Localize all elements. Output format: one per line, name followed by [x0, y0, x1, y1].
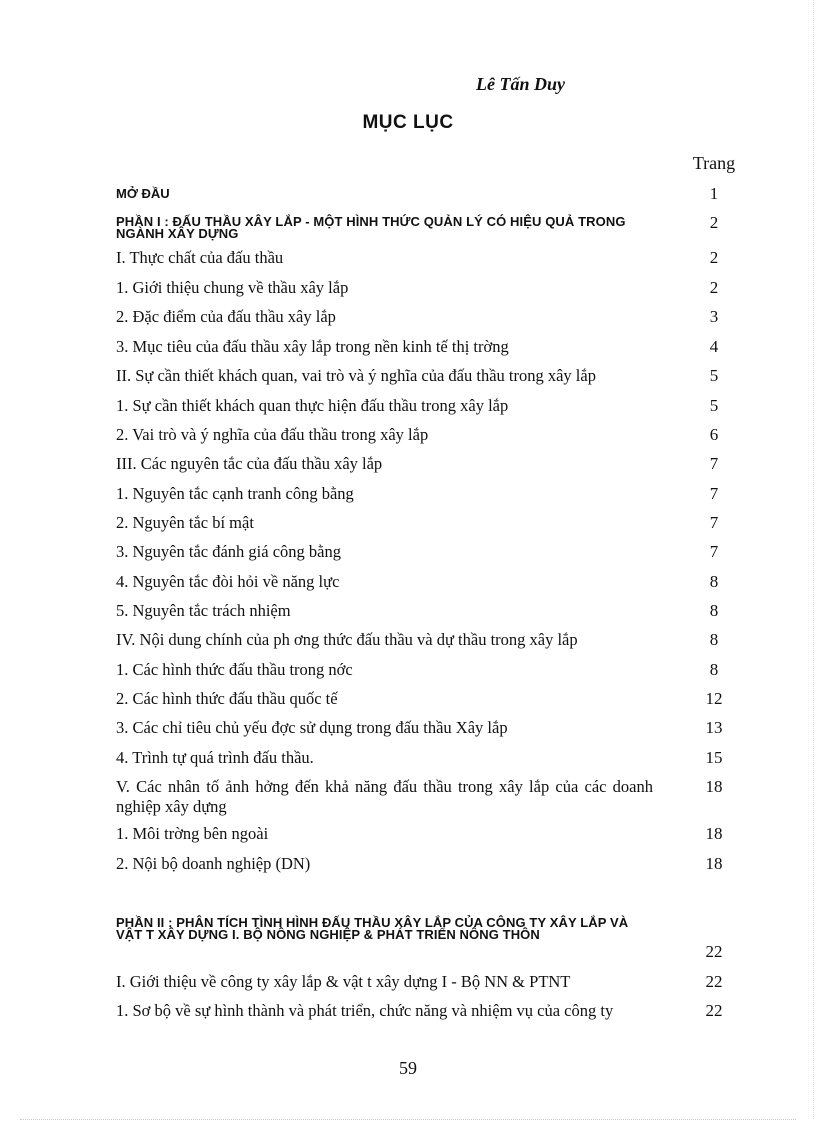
toc-entry-page: 22	[705, 972, 723, 991]
toc-entry-page: 3	[709, 307, 719, 326]
toc-entry-title: I. Giới thiệu về công ty xây lắp & vật t xây dựng I - Bộ NN & PTNT	[116, 972, 571, 991]
toc-entry-page: 2	[709, 248, 719, 267]
author-name: Lê Tấn Duy	[476, 74, 565, 94]
toc-entry-title: 1. Sơ bộ về sự hình thành và phát triển, chức năng và nhiệm vụ của công ty	[116, 1001, 614, 1020]
toc-entry-page: 5	[709, 396, 719, 415]
toc-entry-page: 7	[709, 542, 719, 561]
toc-entry-title: 2. Nội bộ doanh nghiệp (DN)	[116, 854, 311, 873]
toc-entry-page: 8	[709, 660, 719, 679]
toc-entry-page: 22	[705, 942, 723, 961]
toc-entry-title: PHẦN II : PHÂN TÍCH TÌNH HÌNH ĐẤU THẦU XÂY LẮP CỦA CÔNG TY XÂY LẮP VÀ VẬT T XÂY DỰNG I. BỘ NÔNG NGHIỆP & PHÁT TRIỂN NÔNG THÔN	[116, 915, 629, 942]
toc-entry-title: 1. Sự cần thiết khách quan thực hiện đấu thầu trong xây lắp	[116, 396, 509, 415]
toc-entry-title: IV. Nội dung chính của ph ơng thức đấu thầu và dự thầu trong xây lắp	[116, 630, 578, 649]
toc-entry-page: 6	[709, 425, 719, 444]
toc-entry-page: 2	[709, 278, 719, 297]
page-right-edge	[813, 0, 814, 1119]
toc-entry-page: 18	[705, 854, 723, 873]
page-column-header: Trang	[692, 153, 736, 173]
toc-entry-title: 3. Nguyên tắc đánh giá công bằng	[116, 542, 341, 561]
toc-entry-title: 2. Các hình thức đấu thầu quốc tế	[116, 689, 338, 708]
toc-entry-title: 1. Môi trờng bên ngoài	[116, 824, 269, 843]
toc-entry-title: 3. Các chỉ tiêu chủ yếu đợc sử dụng trong đấu thầu Xây lắp	[116, 718, 508, 737]
toc-entry-title: MỞ ĐẦU	[116, 186, 170, 201]
toc-entry-title: I. Thực chất của đấu thầu	[116, 248, 284, 267]
toc-entry-title: 3. Mục tiêu của đấu thầu xây lắp trong nền kinh tế thị trờng	[116, 337, 509, 356]
toc-entry-title: 1. Các hình thức đấu thầu trong nớc	[116, 660, 353, 679]
toc-entry-title: 4. Nguyên tắc đòi hỏi về năng lực	[116, 572, 340, 591]
toc-entry-title: 4. Trình tự quá trình đấu thầu.	[116, 748, 314, 767]
toc-entry-page: 18	[705, 824, 723, 843]
page-number: 59	[399, 1058, 417, 1078]
toc-entry-page: 1	[709, 184, 719, 203]
page-title: MỤC LỤC	[362, 112, 454, 133]
toc-entry-title: II. Sự cần thiết khách quan, vai trò và ý nghĩa của đấu thầu trong xây lắp	[116, 366, 596, 385]
toc-entry-page: 12	[705, 689, 723, 708]
toc-entry-page: 8	[709, 630, 719, 649]
toc-entry-title: 2. Nguyên tắc bí mật	[116, 513, 254, 532]
toc-entry-title: 1. Nguyên tắc cạnh tranh công bằng	[116, 484, 354, 503]
toc-entry-page: 7	[709, 454, 719, 473]
toc-entry-title: 2. Đặc điểm của đấu thầu xây lắp	[116, 307, 336, 326]
toc-entry-page: 7	[709, 513, 719, 532]
toc-entry-title: 1. Giới thiệu chung về thầu xây lắp	[116, 278, 349, 297]
toc-entry-title: PHẦN I : ĐẤU THẦU XÂY LẮP - MỘT HÌNH THỨC QUẢN LÝ CÓ HIỆU QUẢ TRONG NGÀNH XÂY DỰNG	[116, 214, 626, 241]
toc-entry-title: 2. Vai trò và ý nghĩa của đấu thầu trong xây lắp	[116, 425, 429, 444]
toc-entry-page: 8	[709, 572, 719, 591]
toc-entry-page: 2	[709, 213, 719, 232]
toc-entry-title: 5. Nguyên tắc trách nhiệm	[116, 601, 291, 620]
toc-entry-page: 4	[709, 337, 719, 356]
toc-entry-page: 15	[705, 748, 723, 767]
toc-entry-page: 18	[705, 777, 723, 796]
toc-entry-page: 8	[709, 601, 719, 620]
toc-entry-page: 22	[705, 1001, 723, 1020]
toc-entry-title: V. Các nhân tố ảnh hởng đến khả năng đấu thầu trong xây lắp của các doanh nghiệp xây dựng	[116, 777, 653, 816]
page-bottom-edge	[20, 1119, 796, 1120]
toc-entry-page: 7	[709, 484, 719, 503]
toc-entry-title: III. Các nguyên tắc của đấu thầu xây lắp	[116, 454, 383, 473]
toc-entry-page: 13	[705, 718, 723, 737]
toc-entry-page: 5	[709, 366, 719, 385]
